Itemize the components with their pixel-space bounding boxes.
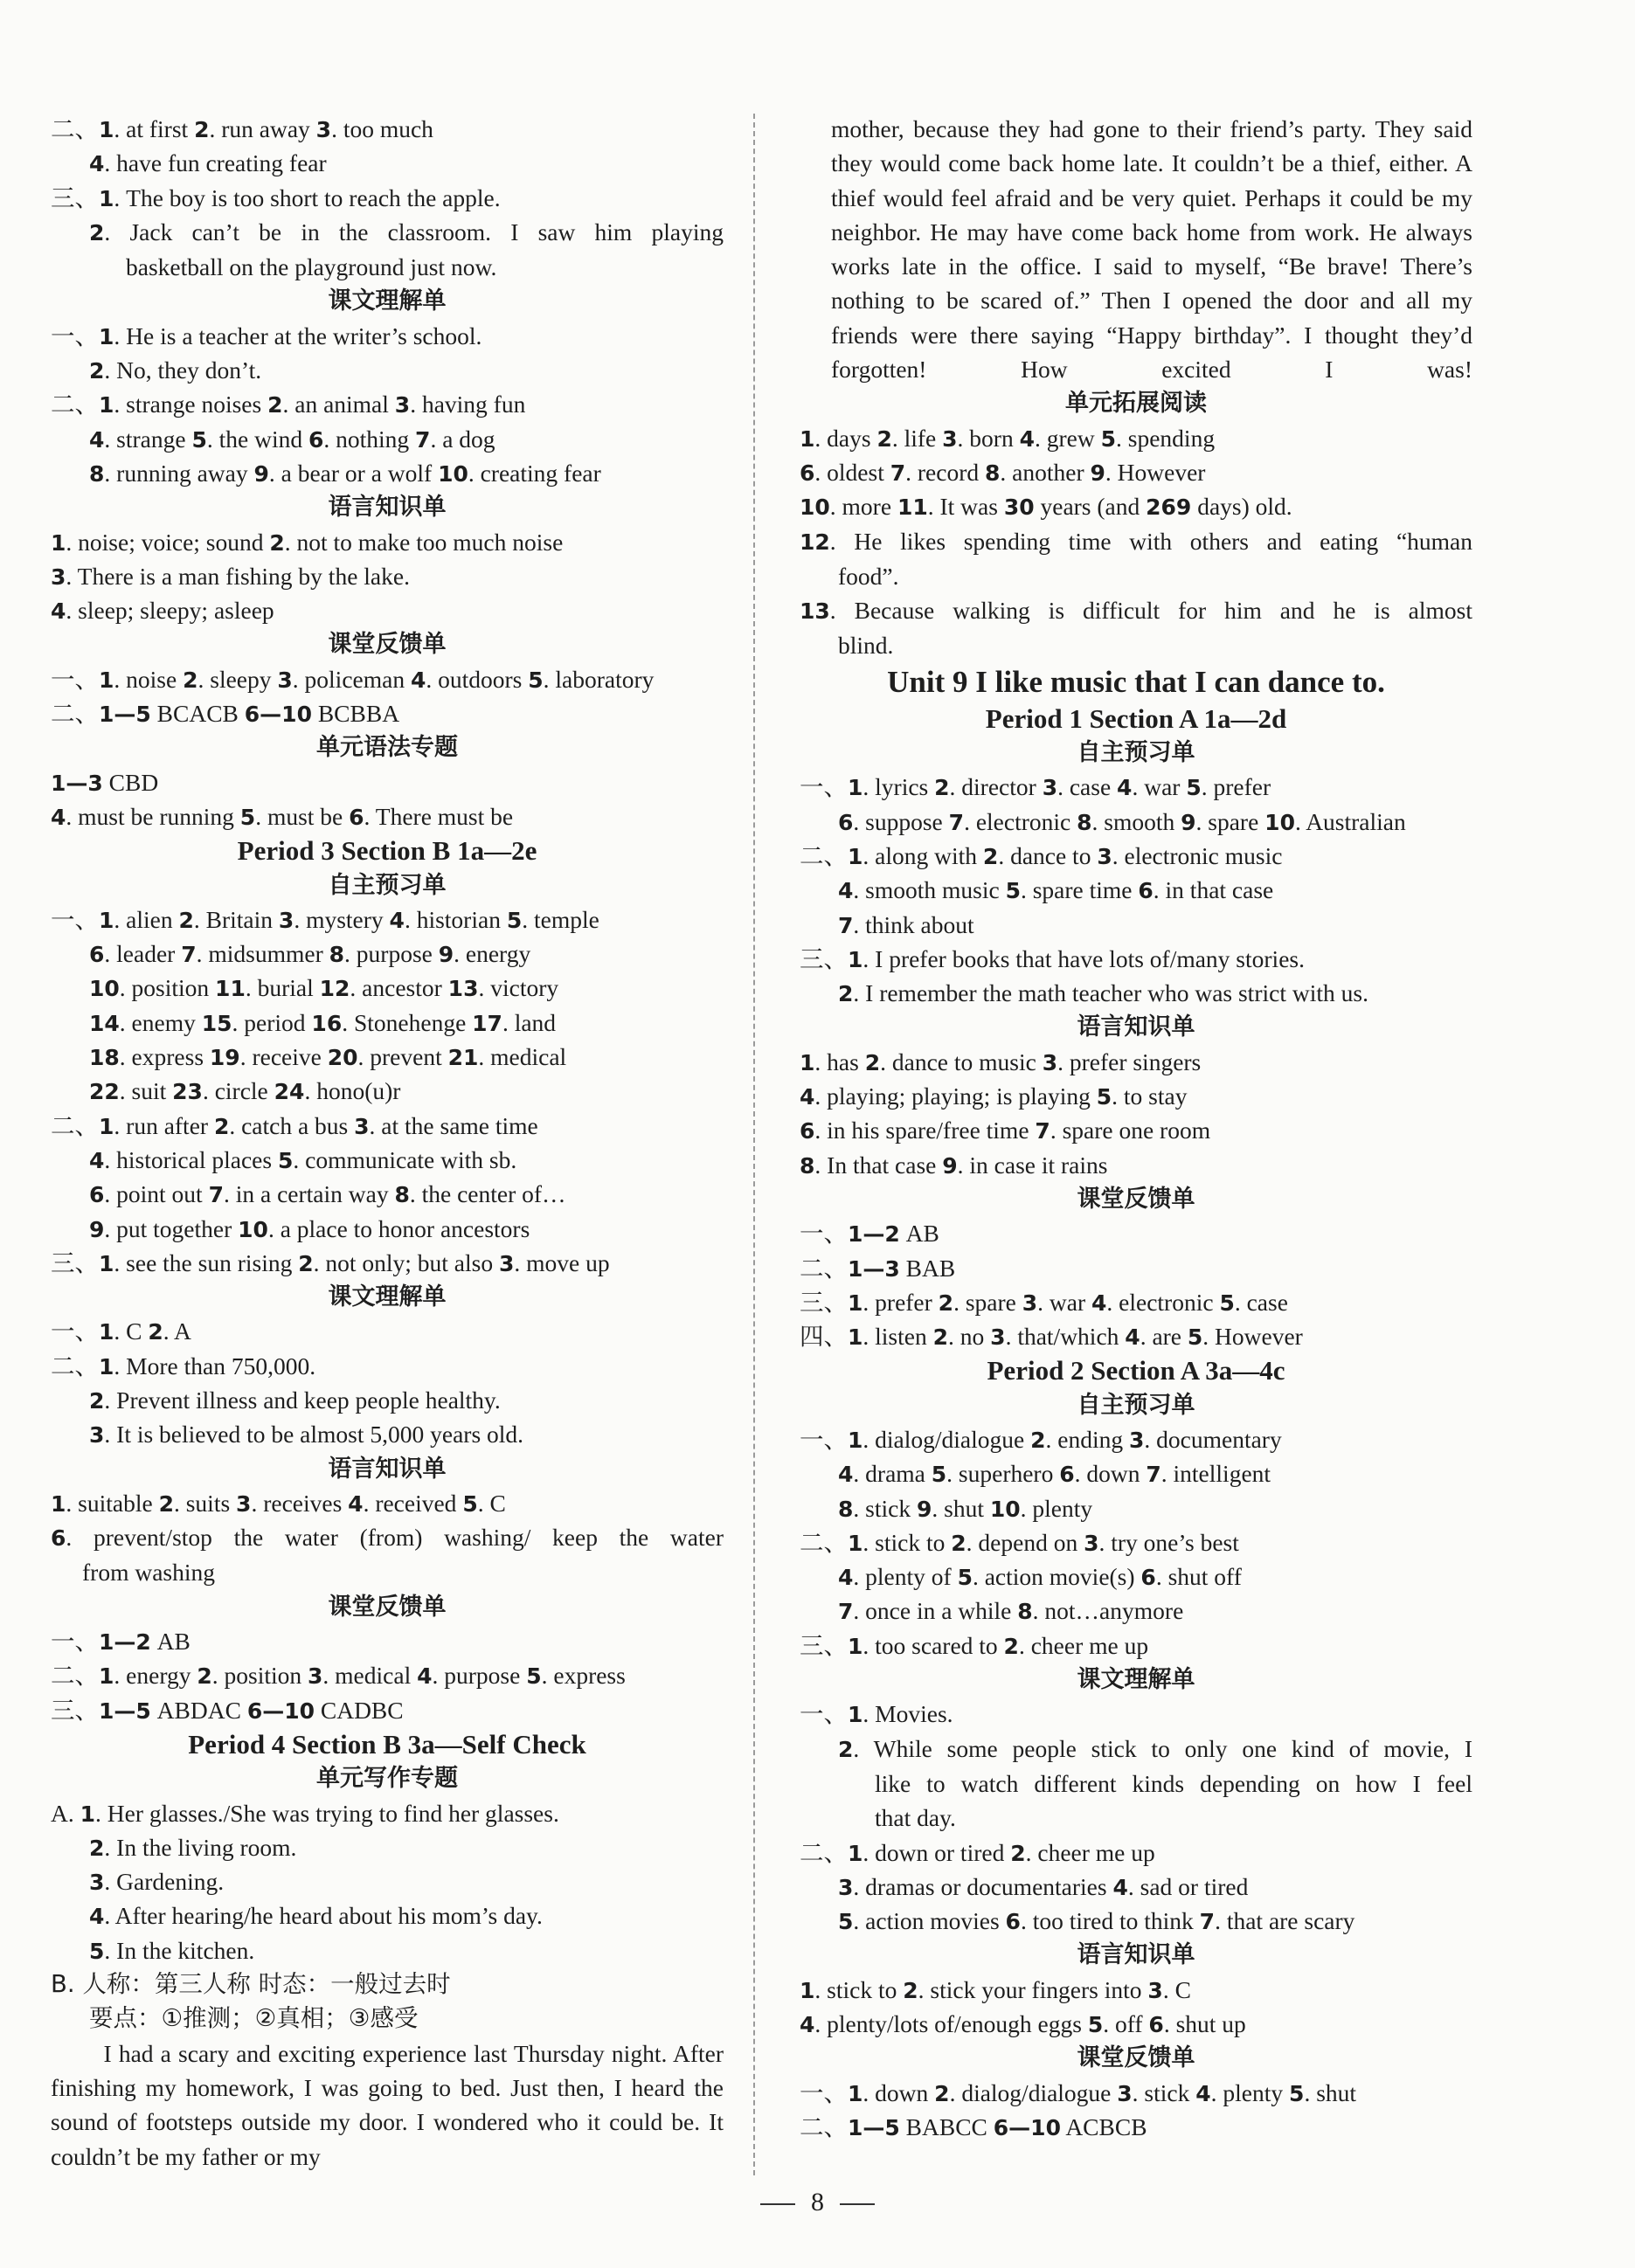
answer-line: 2. In the living room. xyxy=(89,1833,297,1861)
section-heading: 课堂反馈单 xyxy=(328,1593,447,1621)
answer-line: 1. has 2. dance to music 3. prefer singers xyxy=(800,1048,1202,1075)
answer-line: 要点：①推测；②真相；③感受 xyxy=(89,2004,419,2033)
answer-line: 2. Prevent illness and keep people healthy. xyxy=(89,1386,501,1414)
answer-line: 7. think about xyxy=(838,910,974,938)
answer-line: 三、1. see the sun rising 2. not only; but also 3. move up xyxy=(51,1248,610,1276)
right-column xyxy=(800,112,1472,2144)
answer-line: 三、1. prefer 2. spare 3. war 4. electronic 5. case xyxy=(800,1288,1288,1316)
answer-line: 6. point out 7. in a certain way 8. the center of… xyxy=(89,1180,566,1208)
answer-line: 4. historical places 5. communicate with sb. xyxy=(89,1145,517,1173)
answer-line: 6. in his spare/free time 7. spare one room xyxy=(800,1117,1211,1144)
answer-line: 2. I remember the math teacher who was strict with us. xyxy=(838,979,1368,1007)
answer-line: 14. enemy 15. period 16. Stonehenge 17. land xyxy=(89,1008,557,1036)
answer-line: 8. In that case 9. in case it rains xyxy=(800,1151,1108,1179)
answer-line: 二、1. stick to 2. depend on 3. try one’s best xyxy=(800,1528,1239,1556)
essay-paragraph: I had a scary and exciting experience last Thursday night. After finishing my homework, I was going to bed. Just then, I heard the sound of footsteps outside my door. I wondered who it could be. It couldn’t be my father or my xyxy=(51,2039,724,2170)
answer-line: 一、1. He is a teacher at the writer’s school. xyxy=(51,322,482,349)
answer-line: 二、1—3 BAB xyxy=(800,1254,956,1282)
answer-line: 1. stick to 2. stick your fingers into 3. C xyxy=(800,1975,1191,2003)
answer-line: 8. running away 9. a bear or a wolf 10. creating fear xyxy=(89,459,601,487)
answer-line: 6. leader 7. midsummer 8. purpose 9. energy xyxy=(89,940,531,968)
answer-line: 二、1. at first 2. run away 3. too much xyxy=(51,115,433,142)
answer-line: 10. position 11. burial 12. ancestor 13. victory xyxy=(89,974,559,1002)
section-heading: 课堂反馈单 xyxy=(1077,1185,1195,1213)
answer-line: 4. drama 5. superhero 6. down 7. intelligent xyxy=(838,1460,1271,1488)
answer-line: 三、1. too scared to 2. cheer me up xyxy=(800,1631,1149,1659)
page-number: 8 xyxy=(811,2188,824,2216)
answer-line: 1—3 CBD xyxy=(51,768,159,796)
answer-line: 18. express 19. receive 20. prevent 21. medical xyxy=(89,1043,567,1071)
answer-line: 3. dramas or documentaries 4. sad or tired xyxy=(838,1872,1249,1900)
section-heading: 语言知识单 xyxy=(328,1455,447,1483)
section-heading: 单元语法专题 xyxy=(316,734,458,762)
answer-line: 二、1. run after 2. catch a bus 3. at the same time xyxy=(51,1111,538,1139)
answer-line: 4. strange 5. the wind 6. nothing 7. a dog xyxy=(89,425,495,453)
answer-line: 一、1—2 AB xyxy=(800,1220,939,1248)
answer-line: B. 人称：第三人称 时态：一般过去时 xyxy=(51,1970,451,1999)
section-heading: 课堂反馈单 xyxy=(1077,2044,1195,2072)
page-footer xyxy=(0,2188,1635,2217)
answer-line: 4. playing; playing; is playing 5. to stay xyxy=(800,1082,1188,1110)
answer-line: 10. more 11. It was 30 years (and 269 days) old. xyxy=(800,493,1292,521)
answer-line: 四、1. listen 2. no 3. that/which 4. are 5. However xyxy=(800,1323,1303,1351)
answer-line: 1. noise; voice; sound 2. not to make too much noise xyxy=(51,528,564,556)
answer-line: from washing xyxy=(82,1559,215,1587)
period-heading: Period 4 Section B 3a—Self Check xyxy=(188,1728,586,1760)
answer-line: 一、1. lyrics 2. director 3. case 4. war 5. prefer xyxy=(800,773,1271,801)
period-heading: Period 1 Section A 1a—2d xyxy=(985,702,1287,734)
answer-line: 4. sleep; sleepy; asleep xyxy=(51,597,274,625)
section-heading: 语言知识单 xyxy=(1077,1013,1195,1041)
section-heading: 自主预习单 xyxy=(328,871,447,899)
answer-line: 1. days 2. life 3. born 4. grew 5. spending xyxy=(800,424,1216,452)
answer-line: 4. smooth music 5. spare time 6. in that case xyxy=(838,876,1274,904)
answer-line: 一、1. down 2. dialog/dialogue 3. stick 4. plenty 5. shut xyxy=(800,2078,1357,2106)
period-heading: Period 2 Section A 3a—4c xyxy=(987,1355,1285,1386)
answer-line: that day. xyxy=(875,1804,956,1832)
answer-line: 一、1. noise 2. sleepy 3. policeman 4. outdoors 5. laboratory xyxy=(51,665,655,693)
answer-line: 二、1. down or tired 2. cheer me up xyxy=(800,1838,1155,1866)
answer-line: 5. action movies 6. too tired to think 7. that are scary xyxy=(838,1907,1355,1935)
period-heading: Period 3 Section B 1a—2e xyxy=(237,835,537,867)
answer-line: 4. have fun creating fear xyxy=(89,149,327,177)
answer-line: 一、1—2 AB xyxy=(51,1628,191,1656)
section-heading: 语言知识单 xyxy=(328,494,447,522)
answer-line: 1. suitable 2. suits 3. receives 4. received 5. C xyxy=(51,1489,506,1517)
answer-line: like to watch different kinds depending on how I feel xyxy=(875,1769,1472,1797)
unit-title: Unit 9 I like music that I can dance to. xyxy=(887,664,1385,699)
answer-line: 一、1. alien 2. Britain 3. mystery 4. historian 5. temple xyxy=(51,905,599,933)
answer-line: 5. In the kitchen. xyxy=(89,1936,255,1964)
answer-line: 2. No, they don’t. xyxy=(89,356,262,384)
answer-line: 6. suppose 7. electronic 8. smooth 9. spare 10. Australian xyxy=(838,807,1406,835)
answer-line: 三、1. The boy is too short to reach the apple. xyxy=(51,183,501,211)
answer-line: 3. Gardening. xyxy=(89,1868,225,1896)
answer-line: 2. While some people stick to only one kind of movie, I xyxy=(838,1734,1472,1762)
footer-dash-right xyxy=(840,2203,875,2205)
left-column xyxy=(51,112,724,2174)
answer-line: 二、1—5 BABCC 6—10 ACBCB xyxy=(800,2112,1147,2140)
section-heading: 自主预习单 xyxy=(1077,1391,1195,1419)
answer-line: 三、1. I prefer books that have lots of/many stories. xyxy=(800,944,1305,972)
section-heading: 课文理解单 xyxy=(1077,1666,1195,1694)
answer-line: 三、1—5 ABDAC 6—10 CADBC xyxy=(51,1696,404,1724)
answer-line: 一、1. Movies. xyxy=(800,1700,953,1728)
column-divider xyxy=(753,114,755,2175)
answer-line: 7. once in a while 8. not…anymore xyxy=(838,1597,1184,1625)
answer-line: 9. put together 10. a place to honor ancestors xyxy=(89,1214,530,1242)
answer-line: 3. It is believed to be almost 5,000 years old. xyxy=(89,1421,524,1449)
answer-line: 4. plenty of 5. action movie(s) 6. shut off xyxy=(838,1563,1242,1591)
section-heading: 单元写作专题 xyxy=(316,1765,458,1793)
answer-line: 22. suit 23. circle 24. hono(u)r xyxy=(89,1077,401,1105)
answer-line: 二、1. More than 750,000. xyxy=(51,1352,316,1379)
answer-line: 一、1. dialog/dialogue 2. ending 3. documentary xyxy=(800,1425,1282,1453)
answer-line: 4. plenty/lots of/enough eggs 5. off 6. shut up xyxy=(800,2010,1246,2038)
answer-line: 6. prevent/stop the water (from) washing/ keep the water xyxy=(51,1524,724,1552)
answer-line: 3. There is a man fishing by the lake. xyxy=(51,562,410,590)
section-heading: 单元拓展阅读 xyxy=(1065,390,1207,418)
answer-line: 4. must be running 5. must be 6. There must be xyxy=(51,802,514,830)
section-heading: 课堂反馈单 xyxy=(328,631,447,659)
answer-line: blind. xyxy=(838,632,894,660)
answer-line: 2. Jack can’t be in the classroom. I saw him playing xyxy=(89,218,724,245)
answer-line: 二、1. along with 2. dance to 3. electronic music xyxy=(800,841,1283,869)
answer-line: 二、1. strange noises 2. an animal 3. having fun xyxy=(51,391,526,418)
answer-line: 13. Because walking is difficult for him and he is almost xyxy=(800,597,1472,625)
section-heading: 语言知识单 xyxy=(1077,1941,1195,1969)
answer-line: food”. xyxy=(838,562,899,590)
answer-line: 12. He likes spending time with others and eating “human xyxy=(800,527,1472,555)
essay-paragraph-continued: mother, because they had gone to their friend’s party. They said they would come back home late. It couldn’t be a thief, either. A thief would feel afraid and be very quiet. Perhaps it could be my neighbor. He may have come back home from work. He always works late in the office. I said to myself, “Be brave! There’s nothing to be scared of.” Then I opened the door and all my friends were there saying “Happy birthday”. I thought they’d forgotten! How excited I was! xyxy=(831,115,1472,384)
answer-line: 6. oldest 7. record 8. another 9. However xyxy=(800,458,1206,486)
section-heading: 课文理解单 xyxy=(328,287,447,315)
section-heading: 自主预习单 xyxy=(1077,739,1195,767)
section-heading: 课文理解单 xyxy=(328,1283,447,1311)
answer-line: basketball on the playground just now. xyxy=(126,253,497,281)
answer-line: 一、1. C 2. A xyxy=(51,1317,191,1345)
answer-line: 二、1. energy 2. position 3. medical 4. purpose 5. express xyxy=(51,1662,626,1690)
answer-line: 4. After hearing/he heard about his mom’s day. xyxy=(89,1902,543,1930)
answer-line: 二、1—5 BCACB 6—10 BCBBA xyxy=(51,700,400,728)
answer-line: A. 1. Her glasses./She was trying to find her glasses. xyxy=(51,1799,559,1827)
answer-line: 8. stick 9. shut 10. plenty xyxy=(838,1494,1093,1522)
footer-dash-left xyxy=(760,2203,795,2205)
